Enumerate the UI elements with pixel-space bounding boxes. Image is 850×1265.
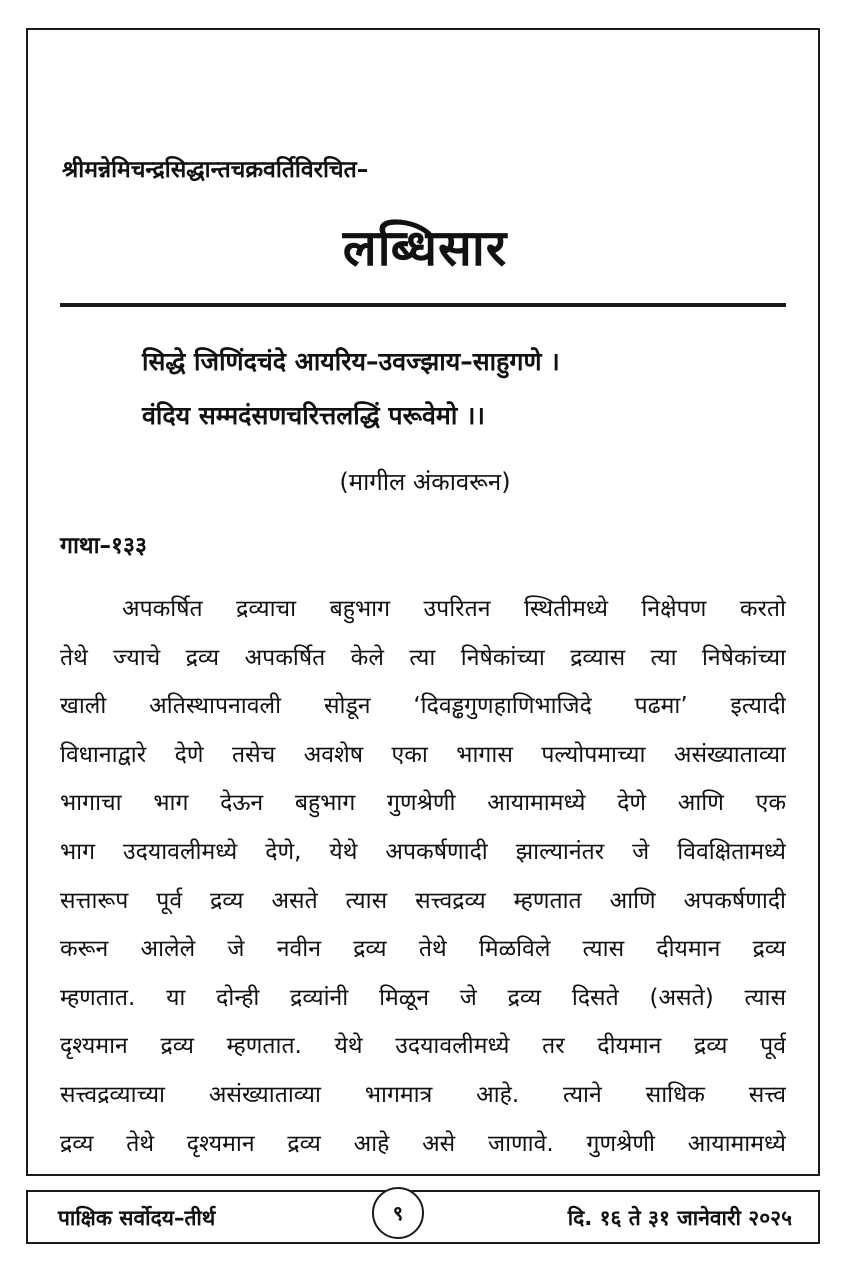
commentary-paragraph <box>60 585 786 1168</box>
paragraph-line: भाग उदयावलीमध्ये देणे, येथे अपकर्षणादी झाल्यानंतर जे विवक्षितामध्ये <box>60 838 786 865</box>
paragraph-line: सत्त्वद्रव्याच्या असंख्याताव्या भागमात्र आहे. त्याने साधिक सत्त्व <box>60 1081 786 1108</box>
paragraph-line: तेथे ज्याचे द्रव्य अपकर्षित केले त्या निषेकांच्या द्रव्यास त्या निषेकांच्या <box>60 644 786 671</box>
paragraph-line: द्रव्य तेथे दृश्यमान द्रव्य आहे असे जाणावे. गुणश्रेणी आयामामध्ये <box>60 1130 786 1157</box>
page-number-badge: ९ <box>372 1187 424 1239</box>
paragraph-line: अपकर्षित द्रव्याचा बहुभाग उपरितन स्थितीमध्ये निक्षेपण करतो <box>122 596 786 622</box>
invocation-verse-line-1: सिद्धे जिणिंदचंदे आयरिय–उवज्झाय–साहुगणे । <box>142 347 560 376</box>
title-divider <box>60 303 786 307</box>
issue-date: दि. १६ ते ३१ जानेवारी २०२५ <box>567 1206 792 1230</box>
continued-note: (मागील अंकावरून) <box>339 468 511 496</box>
gatha-heading: गाथा–१३३ <box>60 533 147 559</box>
paragraph-line: खाली अतिस्थापनावली सोडून ‘दिवड्ढगुणहाणिभाजिदे पढमा’ इत्यादी <box>60 693 786 720</box>
author-subtitle: श्रीमन्नेमिचन्द्रसिद्धान्तचक्रवर्तिविरचित– <box>62 157 369 183</box>
paragraph-line: दृश्यमान द्रव्य म्हणतात. येथे उदयावलीमध्ये तर दीयमान द्रव्य पूर्व <box>60 1033 786 1060</box>
publication-name: पाक्षिक सर्वोदय–तीर्थ <box>58 1206 216 1230</box>
paragraph-line: म्हणतात. या दोन्ही द्रव्यांनी मिळून जे द्रव्य दिसते (असते) त्यास <box>60 984 786 1011</box>
paragraph-line: करून आलेले जे नवीन द्रव्य तेथे मिळविले त्यास दीयमान द्रव्य <box>60 936 786 963</box>
invocation-verse-line-2: वंदिय सम्मदंसणचरित्तलद्धिं परूवेमो ।। <box>142 401 485 430</box>
paragraph-line: भागाचा भाग देऊन बहुभाग गुणश्रेणी आयामामध्ये देणे आणि एक <box>60 790 786 817</box>
page-frame <box>26 28 820 1176</box>
paragraph-line: सत्तारूप पूर्व द्रव्य असते त्यास सत्त्वद्रव्य म्हणतात आणि अपकर्षणादी <box>60 887 786 914</box>
page-title: लब्धिसार <box>342 219 508 277</box>
paragraph-line: विधानाद्वारे देणे तसेच अवशेष एका भागास पल्योपमाच्या असंख्याताव्या <box>60 741 786 768</box>
